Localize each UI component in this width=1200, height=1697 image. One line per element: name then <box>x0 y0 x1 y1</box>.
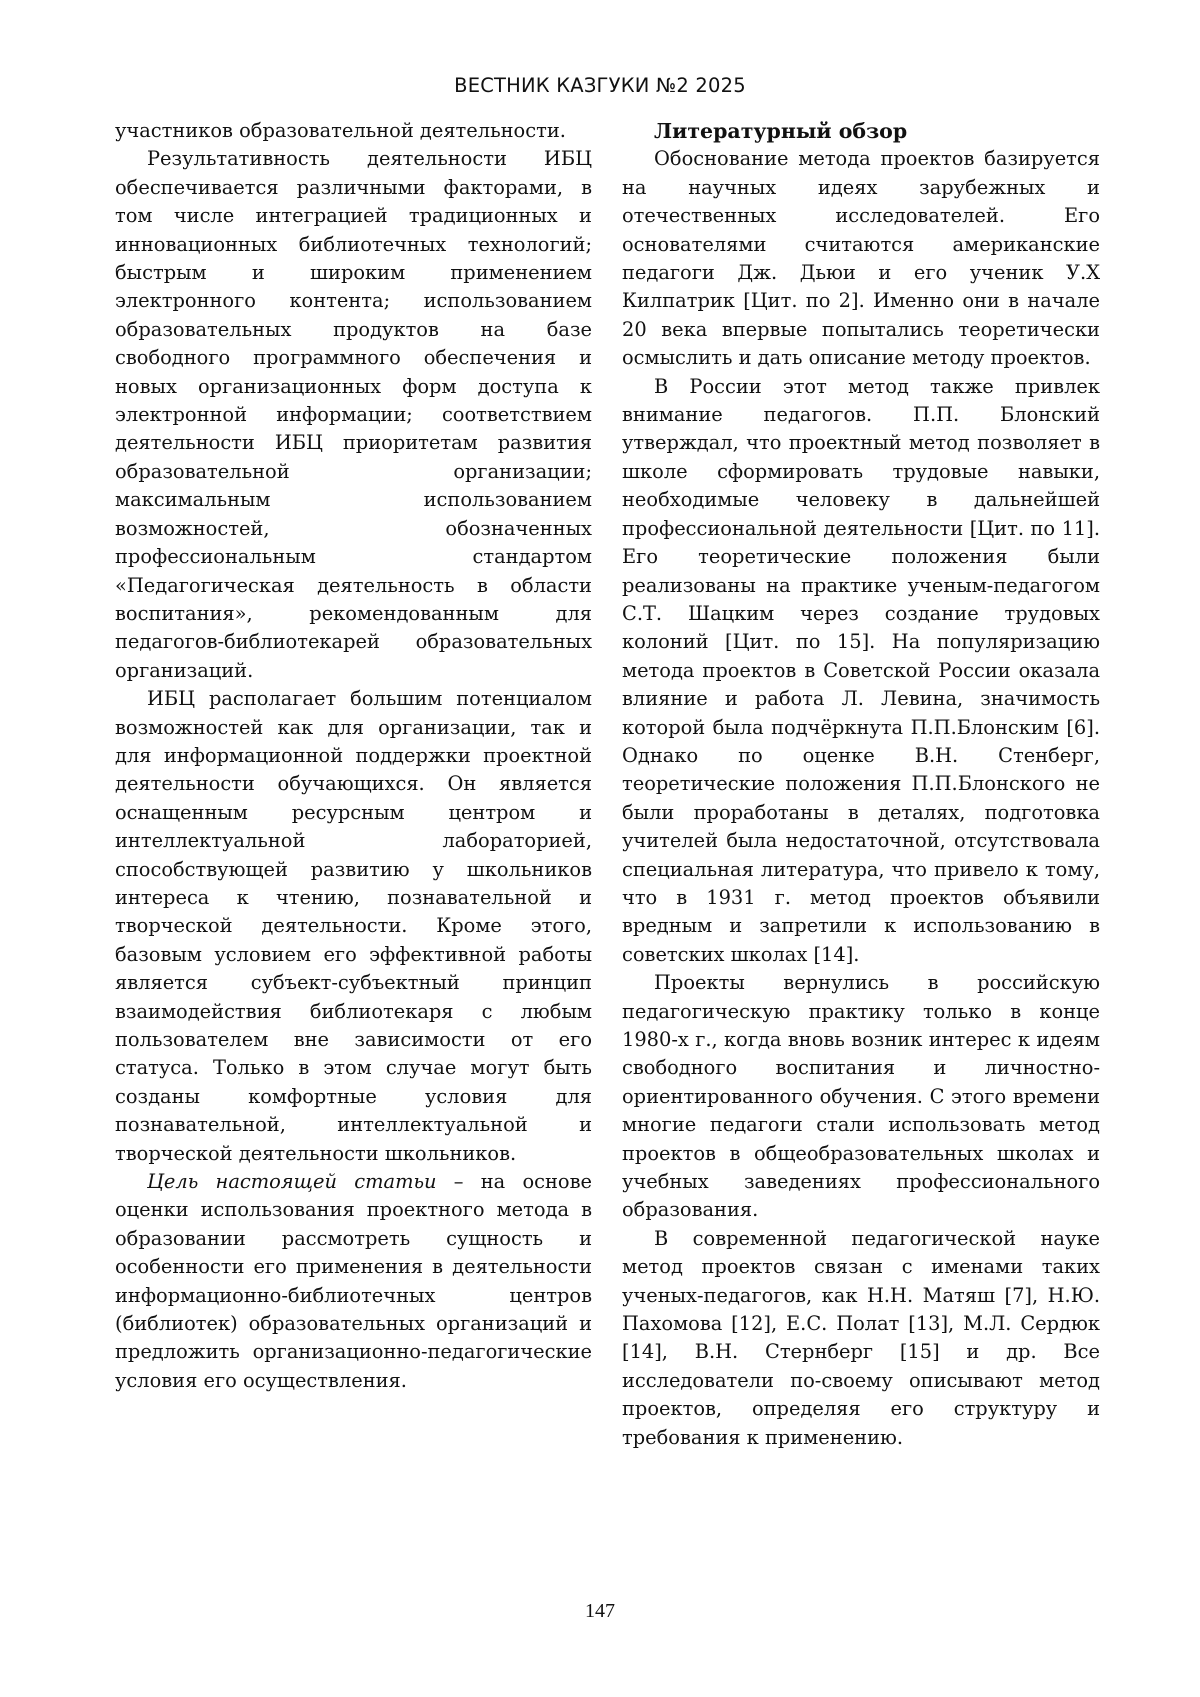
article-goal-italic: Цель настоящей статьи <box>147 1170 437 1194</box>
article-goal-text: – на основе оценки использования проектного метода в образовании рассмотреть сущность и особенности его применения в деятельности информационно-библиотечных центров (библиотек) образовательных организаций и предложить организационно-педагогические условия его осуществления. <box>115 1170 592 1392</box>
paragraph-continuation: участников образовательной деятельности. <box>115 119 566 142</box>
journal-header: ВЕСТНИК КАЗГУКИ №2 2025 <box>454 74 746 97</box>
paragraph-return-1980s: Проекты вернулись в российскую педагогическую практику только в конце 1980-х г., когда вновь возник интерес к идеям свободного воспитания и личностно-ориентированного обучения. С этого времени многие педагоги стали использовать метод проектов в общеобразовательных школах и учебных заведениях профессионального образования. <box>622 971 1100 1222</box>
page-number: 147 <box>585 1600 615 1622</box>
paragraph-russia-history: В России этот метод также привлек внимание педагогов. П.П. Блонский утверждал, что проектный метод позволяет в школе сформировать трудовые навыки, необходимые человеку в дальнейшей профессиональной деятельности [Цит. по 11]. Его теоретические положения были реализованы на практике ученым-педагогом С.Т. Шацким через создание трудовых колоний [Цит. по 15]. На популяризацию метода проектов в Советской России оказала влияние и работа Л. Левина, значимость которой была подчёркнута П.П.Блонским [6]. Однако по оценке В.Н. Стенберг, теоретические положения П.П.Блонского не были проработаны в деталях, подготовка учителей была недостаточной, отсутствовала специальная литература, что привело к тому, что в 1931 г. метод проектов объявили вредным и запретили к использованию в советских школах [14]. <box>622 374 1100 966</box>
paragraph-article-goal <box>115 1168 592 1395</box>
section-heading-literature-review: Литературный обзор <box>654 119 908 143</box>
paragraph-ibc-potential: ИБЦ располагает большим потенциалом возможностей как для организации, так и для информационной поддержки проектной деятельности обучающихся. Он является оснащенным ресурсным центром и интеллектуальной лабораторией, способствующей развитию у школьников интереса к чтению, познавательной и творческой деятельности. Кроме этого, базовым условием его эффективной работы является субъект-субъектный принцип взаимодействия библиотекаря с любым пользователем вне зависимости от его статуса. Только в этом случае могут быть созданы комфортные условия для познавательной, интеллектуальной и творческой деятельности школьников. <box>115 687 592 1165</box>
paragraph-project-method-origin: Обоснование метода проектов базируется на научных идеях зарубежных и отечественных исследователей. Его основателями считаются американские педагоги Дж. Дьюи и его ученик У.Х Килпатрик [Цит. по 2]. Именно они в начале 20 века впервые попытались теоретически осмыслить и дать описание методу проектов. <box>622 147 1100 370</box>
right-column <box>622 117 1100 1452</box>
paragraph-modern-researchers: В современной педагогической науке метод проектов связан с именами таких ученых-педагогов, как Н.Н. Матяш [7], Н.Ю. Пахомова [12], Е.С. Полат [13], М.Л. Сердюк [14], В.Н. Стернберг [15] и др. Все исследователи по-своему описывают метод проектов, определяя его структуру и требования к применению. <box>622 1226 1100 1449</box>
paragraph-ibc-effectiveness: Результативность деятельности ИБЦ обеспечивается различными факторами, в том числе интеграцией традиционных и инновационных библиотечных технологий; быстрым и широким применением электронного контента; использованием образовательных продуктов на базе свободного программного обеспечения и новых организационных форм доступа к электронной информации; соответствием деятельности ИБЦ приоритетам развития образовательной организации; максимальным использованием возможностей, обозначенных профессиональным стандартом «Педагогическая деятельность в области воспитания», рекомендованным для педагогов-библиотекарей образовательных организаций. <box>115 147 592 682</box>
left-column <box>115 117 592 1395</box>
